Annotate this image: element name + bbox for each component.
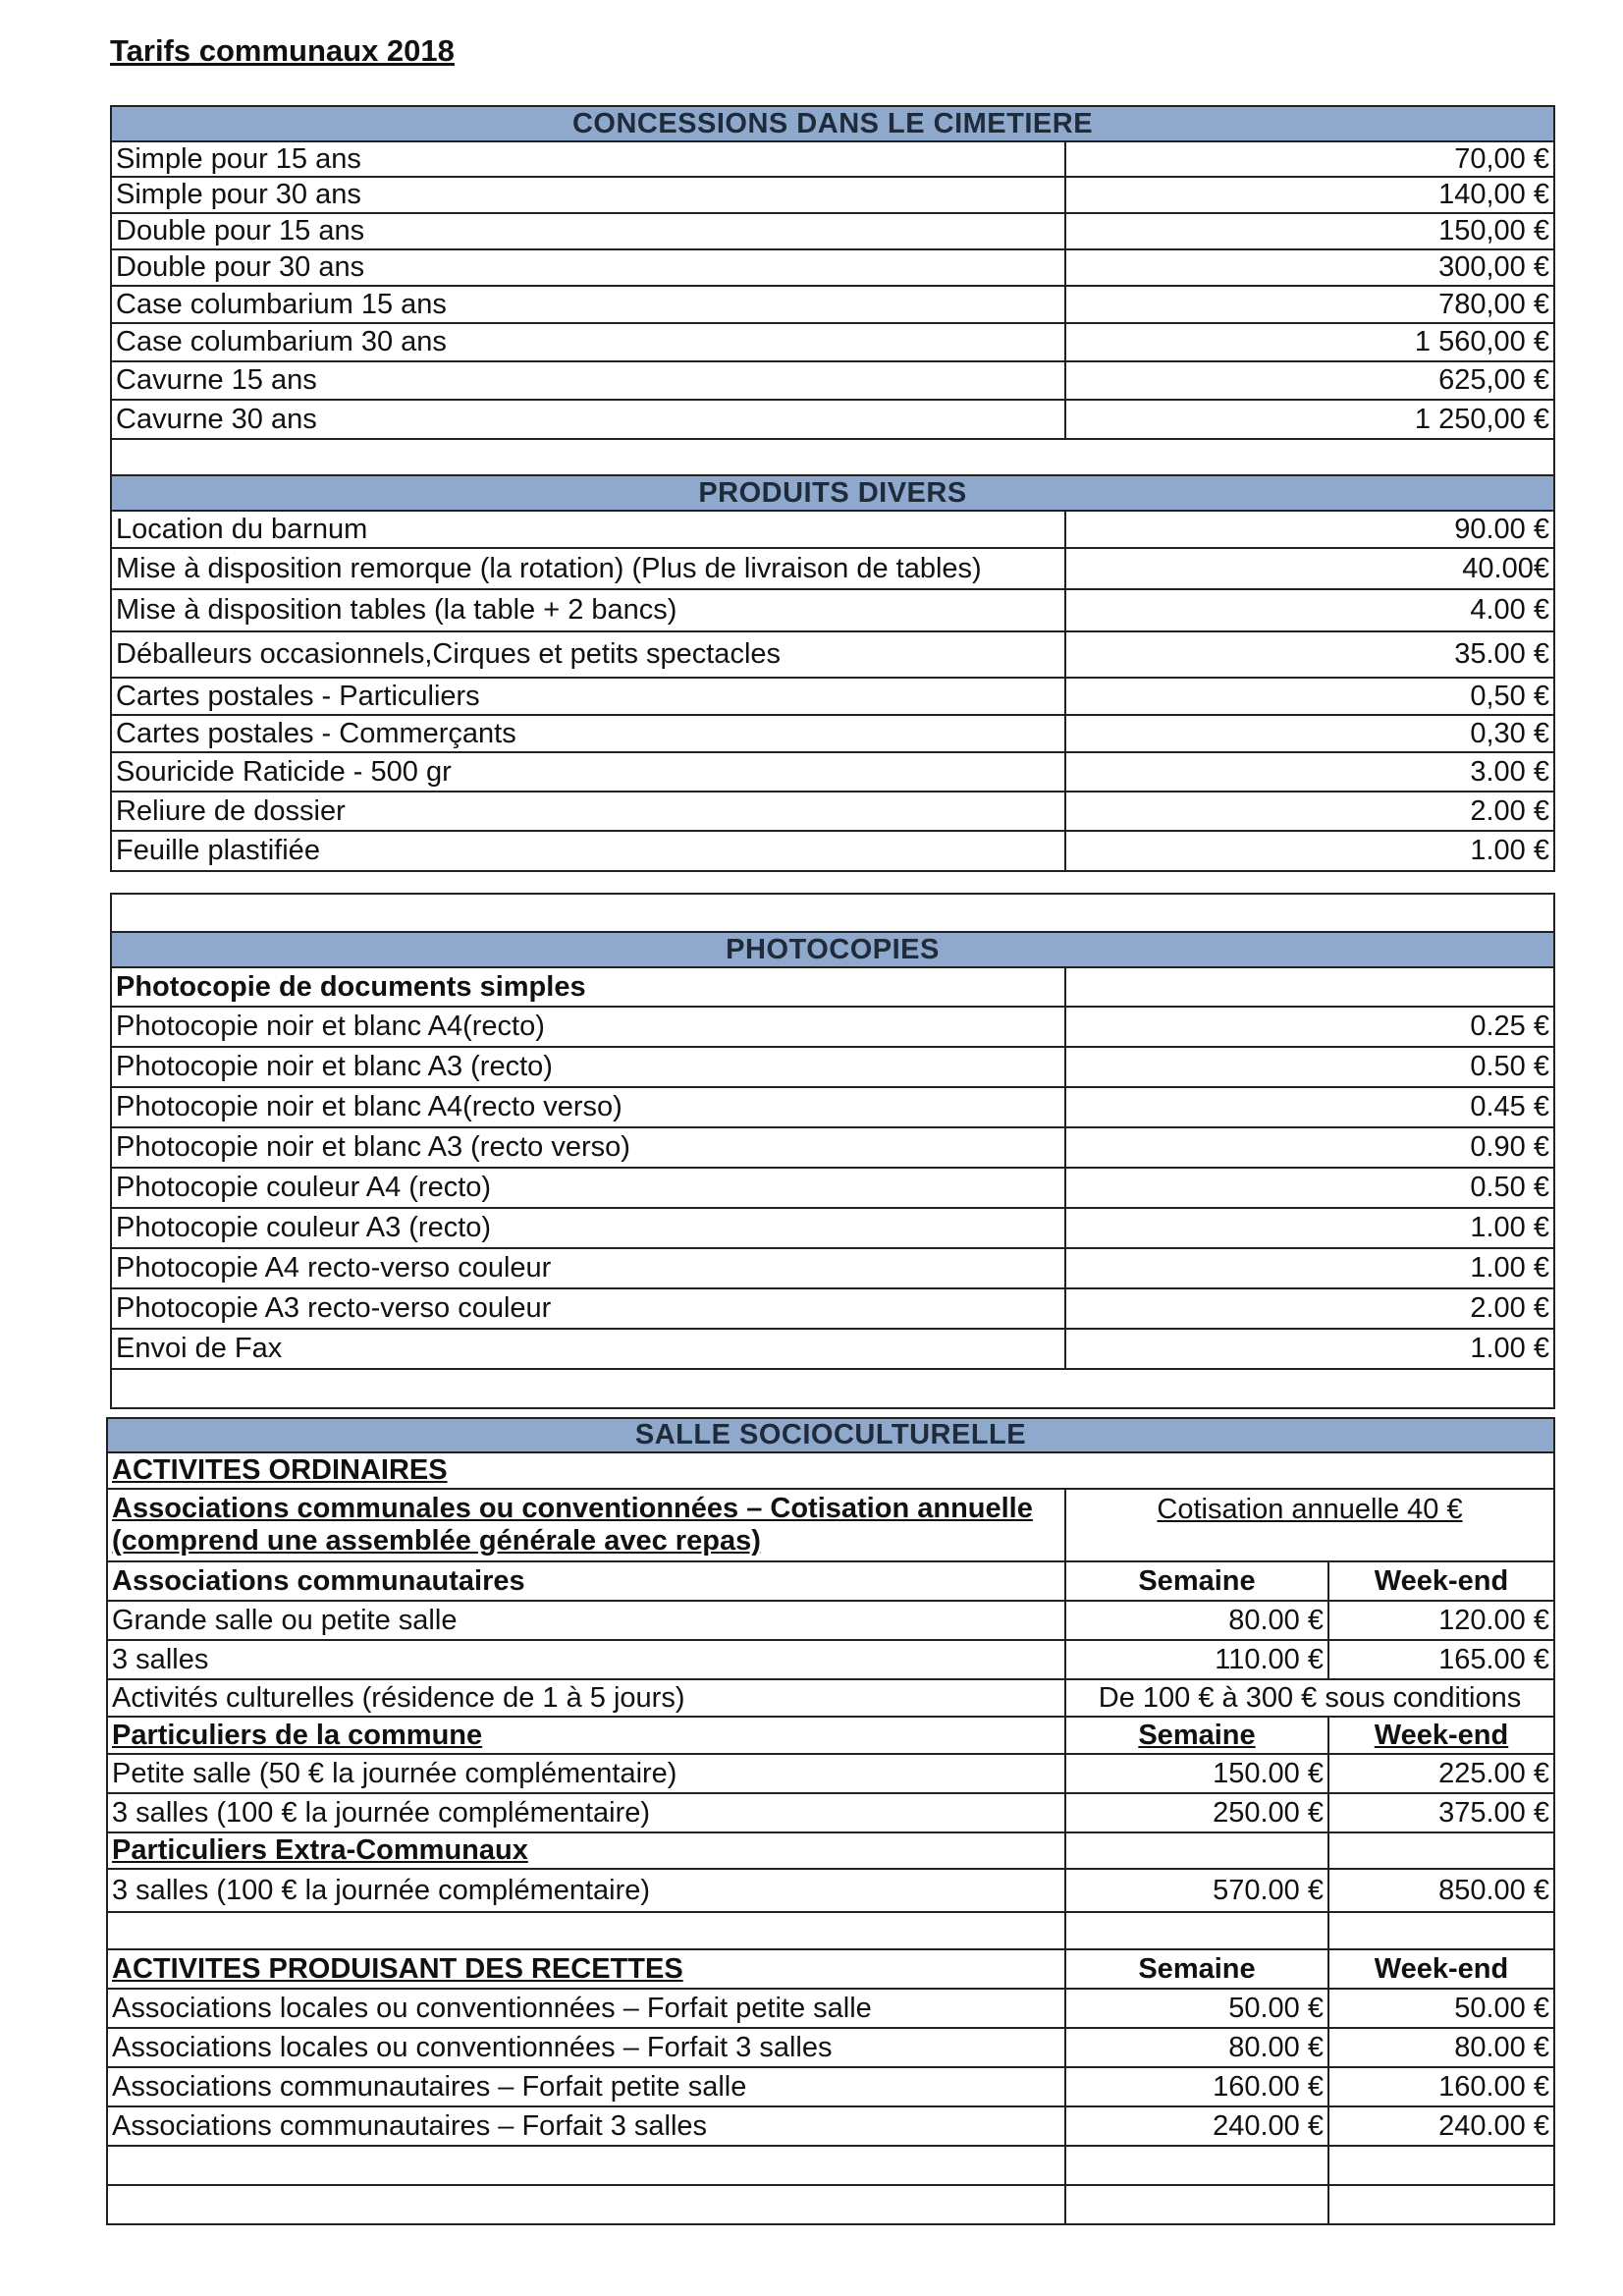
item-label: Cavurne 15 ans	[111, 361, 1065, 400]
table-row	[111, 1168, 1554, 1208]
cotisation-value: Cotisation annuelle 40 €	[1065, 1489, 1554, 1561]
table-row	[107, 1561, 1554, 1601]
price-semaine: 80.00 €	[1065, 1601, 1328, 1640]
table-row	[107, 1869, 1554, 1912]
item-label: Photocopie noir et blanc A3 (recto verso)	[111, 1127, 1065, 1168]
subheader-photocopies: Photocopie de documents simples	[111, 967, 1065, 1007]
spacer-row	[111, 439, 1554, 475]
item-label: Souricide Raticide - 500 gr	[111, 752, 1065, 792]
col-semaine: Semaine	[1065, 1949, 1328, 1989]
table-row	[107, 2067, 1554, 2106]
price-semaine: 110.00 €	[1065, 1640, 1328, 1679]
table-row	[111, 1007, 1554, 1047]
table-row	[107, 1679, 1554, 1717]
item-price: 1.00 €	[1065, 1248, 1554, 1288]
item-price: 780,00 €	[1065, 286, 1554, 323]
table-row	[111, 752, 1554, 792]
item-label: Petite salle (50 € la journée complémentaire)	[107, 1754, 1065, 1793]
item-label: Cavurne 30 ans	[111, 400, 1065, 439]
table-row	[107, 1793, 1554, 1832]
table-row	[107, 1832, 1554, 1869]
table-row	[107, 2028, 1554, 2067]
table-row	[107, 1452, 1554, 1489]
price-weekend: 80.00 €	[1328, 2028, 1554, 2067]
item-label: Associations locales ou conventionnées – Forfait 3 salles	[107, 2028, 1065, 2067]
table-row	[111, 141, 1554, 177]
item-price: 0.50 €	[1065, 1047, 1554, 1087]
table-row	[111, 249, 1554, 286]
table-row	[111, 1288, 1554, 1329]
item-price: 4.00 €	[1065, 589, 1554, 631]
assoc-communales-label: Associations communales ou conventionnées – Cotisation annuelle (comprend une assemblée générale avec repas)	[107, 1489, 1065, 1561]
item-label: Cartes postales - Commerçants	[111, 715, 1065, 752]
price-weekend: 240.00 €	[1328, 2106, 1554, 2146]
salle-table	[106, 1417, 1555, 2225]
price-semaine: 250.00 €	[1065, 1793, 1328, 1832]
table-row	[111, 792, 1554, 831]
col-semaine: Semaine	[1065, 1717, 1328, 1754]
item-label: Case columbarium 15 ans	[111, 286, 1065, 323]
table-row	[111, 831, 1554, 871]
item-label: 3 salles (100 € la journée complémentaire)	[107, 1869, 1065, 1912]
item-price: 1.00 €	[1065, 1329, 1554, 1369]
item-price: 0,50 €	[1065, 678, 1554, 715]
col-weekend: Week-end	[1328, 1717, 1554, 1754]
table-row	[107, 1949, 1554, 1989]
item-price: 0.45 €	[1065, 1087, 1554, 1127]
section-header-photocopies: PHOTOCOPIES	[111, 932, 1554, 967]
item-label: Reliure de dossier	[111, 792, 1065, 831]
culturelles-value: De 100 € à 300 € sous conditions	[1065, 1679, 1554, 1717]
table-row	[111, 511, 1554, 548]
table-row	[111, 400, 1554, 439]
table-row	[111, 177, 1554, 213]
item-label: Location du barnum	[111, 511, 1065, 548]
table-row	[111, 967, 1554, 1007]
item-label: Simple pour 15 ans	[111, 141, 1065, 177]
item-label: Double pour 15 ans	[111, 213, 1065, 249]
table-row	[111, 548, 1554, 589]
item-price: 40.00€	[1065, 548, 1554, 589]
table-row	[111, 1047, 1554, 1087]
item-label: Feuille plastifiée	[111, 831, 1065, 871]
price-semaine: 570.00 €	[1065, 1869, 1328, 1912]
table-row	[107, 1640, 1554, 1679]
item-label: Simple pour 30 ans	[111, 177, 1065, 213]
item-price: 1 250,00 €	[1065, 400, 1554, 439]
item-price: 0,30 €	[1065, 715, 1554, 752]
table-row	[111, 1329, 1554, 1369]
price-semaine: 50.00 €	[1065, 1989, 1328, 2028]
price-semaine: 150.00 €	[1065, 1754, 1328, 1793]
price-weekend: 165.00 €	[1328, 1640, 1554, 1679]
table-row	[111, 286, 1554, 323]
spacer-row	[107, 2185, 1554, 2224]
item-price: 0.25 €	[1065, 1007, 1554, 1047]
cimetiere-divers-table	[110, 105, 1555, 872]
item-label: Envoi de Fax	[111, 1329, 1065, 1369]
table-row	[111, 323, 1554, 361]
price-weekend: 850.00 €	[1328, 1869, 1554, 1912]
item-label: Cartes postales - Particuliers	[111, 678, 1065, 715]
item-price: 625,00 €	[1065, 361, 1554, 400]
price-weekend: 225.00 €	[1328, 1754, 1554, 1793]
photocopies-table	[110, 893, 1555, 1409]
spacer-row	[111, 1369, 1554, 1408]
item-label: Case columbarium 30 ans	[111, 323, 1065, 361]
price-semaine: 80.00 €	[1065, 2028, 1328, 2067]
item-price: 1.00 €	[1065, 831, 1554, 871]
item-label: Photocopie couleur A3 (recto)	[111, 1208, 1065, 1248]
table-row	[107, 1989, 1554, 2028]
item-price: 70,00 €	[1065, 141, 1554, 177]
section-header-salle: SALLE SOCIOCULTURELLE	[107, 1418, 1554, 1452]
item-label: Photocopie noir et blanc A3 (recto)	[111, 1047, 1065, 1087]
price-weekend: 120.00 €	[1328, 1601, 1554, 1640]
table-row	[111, 715, 1554, 752]
table-row	[111, 589, 1554, 631]
item-label: Photocopie noir et blanc A4(recto)	[111, 1007, 1065, 1047]
item-price: 3.00 €	[1065, 752, 1554, 792]
item-price: 0.50 €	[1065, 1168, 1554, 1208]
table-row	[111, 1248, 1554, 1288]
col-semaine: Semaine	[1065, 1561, 1328, 1601]
item-price: 1.00 €	[1065, 1208, 1554, 1248]
spacer-row	[107, 2146, 1554, 2185]
col-weekend: Week-end	[1328, 1561, 1554, 1601]
table-row	[107, 2106, 1554, 2146]
particuliers-extra-heading: Particuliers Extra-Communaux	[107, 1832, 1065, 1869]
table-row	[111, 631, 1554, 678]
item-label: Associations communautaires – Forfait petite salle	[107, 2067, 1065, 2106]
table-row	[111, 213, 1554, 249]
spacer-row	[111, 894, 1554, 932]
table-row	[107, 1754, 1554, 1793]
item-price: 90.00 €	[1065, 511, 1554, 548]
item-label: Photocopie A4 recto-verso couleur	[111, 1248, 1065, 1288]
table-row	[107, 1489, 1554, 1561]
item-label: Déballeurs occasionnels,Cirques et petits spectacles	[111, 631, 1065, 678]
item-price: 150,00 €	[1065, 213, 1554, 249]
activites-ordinaires-heading: ACTIVITES ORDINAIRES	[107, 1452, 1554, 1489]
item-price: 300,00 €	[1065, 249, 1554, 286]
section-header-divers: PRODUITS DIVERS	[111, 475, 1554, 511]
item-label: Associations locales ou conventionnées – Forfait petite salle	[107, 1989, 1065, 2028]
item-label: Photocopie noir et blanc A4(recto verso)	[111, 1087, 1065, 1127]
price-semaine: 160.00 €	[1065, 2067, 1328, 2106]
table-row	[111, 1127, 1554, 1168]
item-price: 35.00 €	[1065, 631, 1554, 678]
spacer-row	[107, 1912, 1554, 1949]
table-row	[111, 361, 1554, 400]
price-weekend: 50.00 €	[1328, 1989, 1554, 2028]
table-row	[111, 678, 1554, 715]
table-row	[107, 1601, 1554, 1640]
item-price: 2.00 €	[1065, 1288, 1554, 1329]
item-price: 1 560,00 €	[1065, 323, 1554, 361]
item-price: 140,00 €	[1065, 177, 1554, 213]
assoc-communautaires-heading: Associations communautaires	[107, 1561, 1065, 1601]
item-label: Associations communautaires – Forfait 3 salles	[107, 2106, 1065, 2146]
item-price: 0.90 €	[1065, 1127, 1554, 1168]
price-weekend: 160.00 €	[1328, 2067, 1554, 2106]
item-label: Mise à disposition tables (la table + 2 bancs)	[111, 589, 1065, 631]
item-label: Double pour 30 ans	[111, 249, 1065, 286]
price-semaine: 240.00 €	[1065, 2106, 1328, 2146]
item-label: Photocopie A3 recto-verso couleur	[111, 1288, 1065, 1329]
col-weekend: Week-end	[1328, 1949, 1554, 1989]
item-label: Grande salle ou petite salle	[107, 1601, 1065, 1640]
table-row	[111, 1208, 1554, 1248]
price-weekend: 375.00 €	[1328, 1793, 1554, 1832]
document-title: Tarifs communaux 2018	[110, 33, 455, 68]
table-row	[111, 1087, 1554, 1127]
particuliers-commune-heading: Particuliers de la commune	[107, 1717, 1065, 1754]
item-label: Mise à disposition remorque (la rotation) (Plus de livraison de tables)	[111, 548, 1065, 589]
section-header-cimetiere: CONCESSIONS DANS LE CIMETIERE	[111, 106, 1554, 141]
table-row	[107, 1717, 1554, 1754]
item-label: Activités culturelles (résidence de 1 à 5 jours)	[107, 1679, 1065, 1717]
item-label: Photocopie couleur A4 (recto)	[111, 1168, 1065, 1208]
item-price: 2.00 €	[1065, 792, 1554, 831]
item-label: 3 salles (100 € la journée complémentaire)	[107, 1793, 1065, 1832]
recettes-heading: ACTIVITES PRODUISANT DES RECETTES	[107, 1949, 1065, 1989]
item-label: 3 salles	[107, 1640, 1065, 1679]
